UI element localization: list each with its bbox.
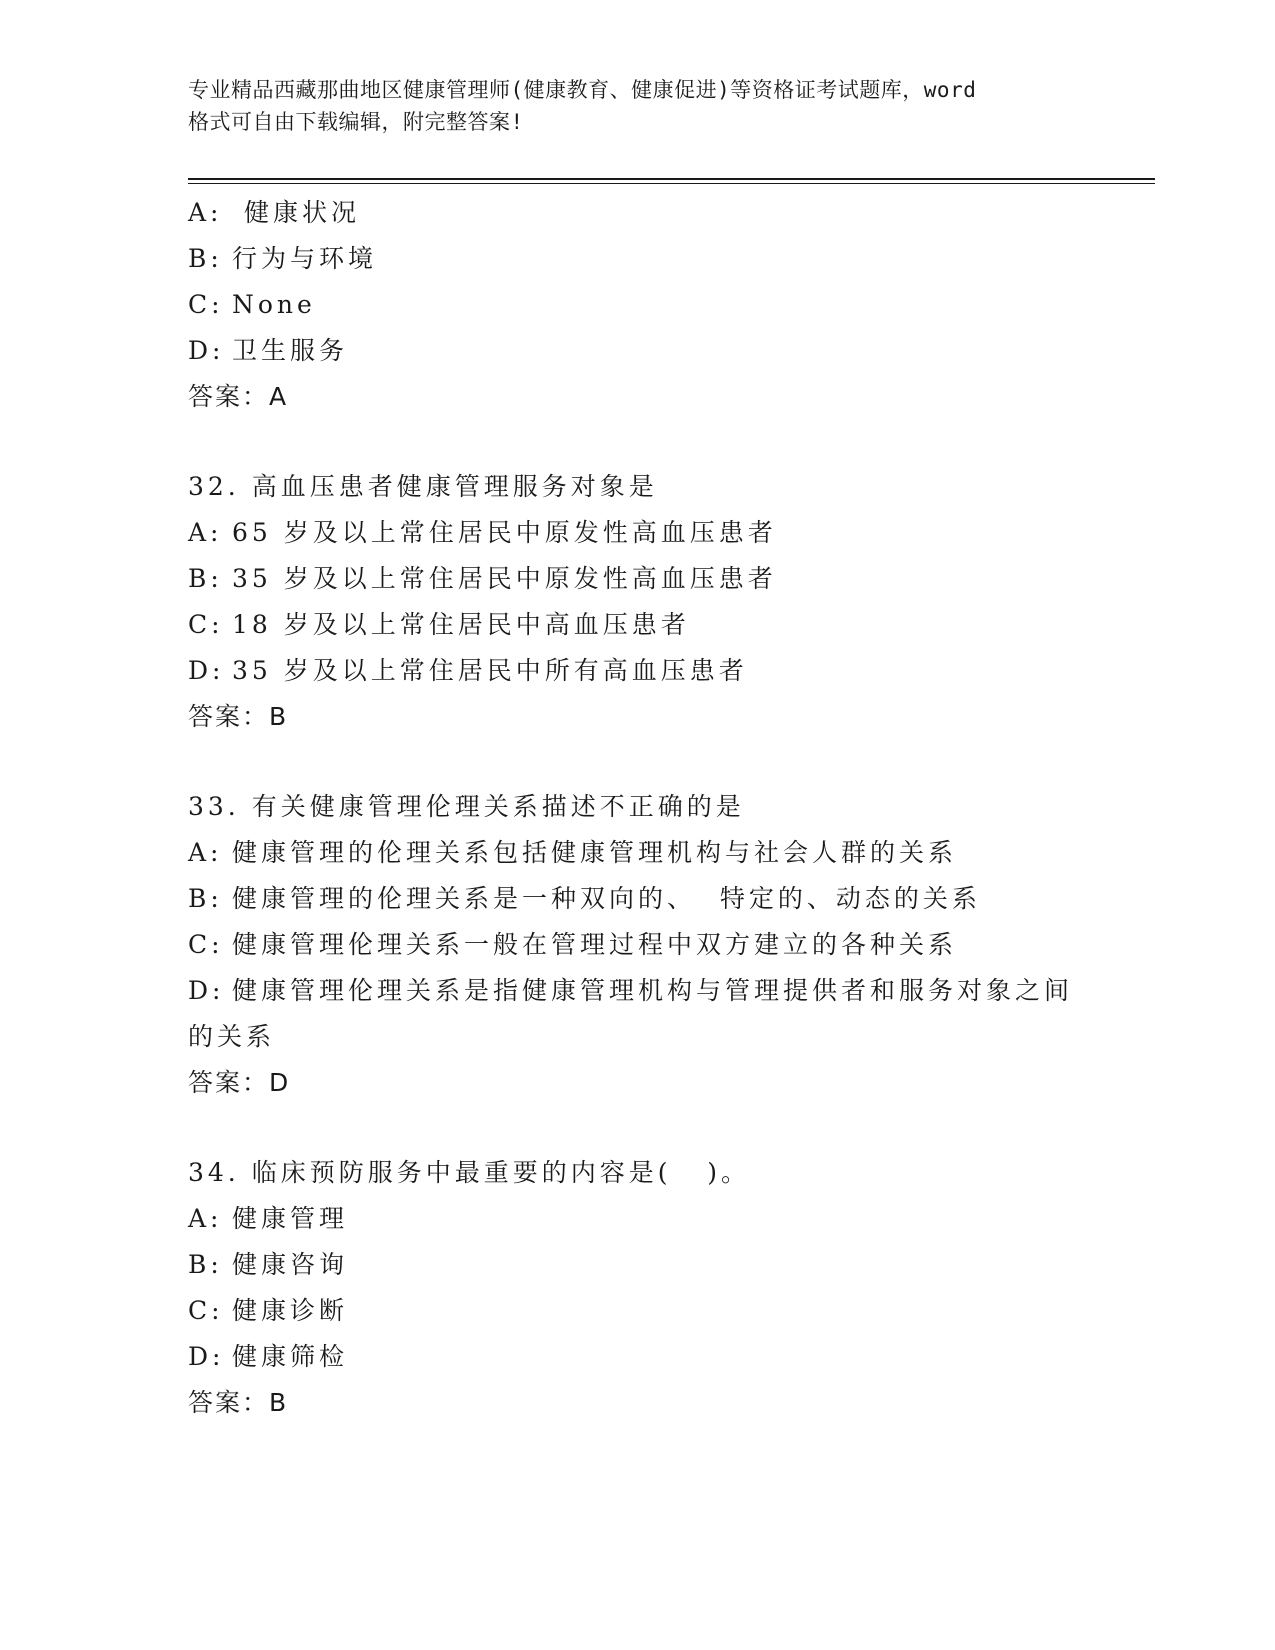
option-c: C: 健康管理伦理关系一般在管理过程中双方建立的各种关系	[188, 930, 958, 959]
answer-line: 答案：B	[188, 702, 289, 731]
option-d-continuation: 的关系	[188, 1022, 276, 1051]
option-d: D: 卫生服务	[188, 336, 349, 365]
option-d: D: 35 岁及以上常住居民中所有高血压患者	[188, 656, 748, 685]
question-stem: 33. 有关健康管理伦理关系描述不正确的是	[188, 792, 745, 821]
option-b: B: 健康管理的伦理关系是一种双向的、 特定的、动态的关系	[188, 884, 981, 913]
document-header	[188, 74, 1088, 138]
answer-line: 答案：D	[188, 1068, 291, 1097]
question-stem: 32. 高血压患者健康管理服务对象是	[188, 472, 658, 501]
header-rule-thick	[188, 178, 1155, 180]
option-c: C: 健康诊断	[188, 1296, 349, 1325]
option-a: A: 健康状况	[188, 198, 360, 227]
option-a: A: 健康管理的伦理关系包括健康管理机构与社会人群的关系	[188, 838, 958, 867]
question-stem: 34. 临床预防服务中最重要的内容是( )。	[188, 1158, 751, 1187]
header-line-2: 格式可自由下载编辑，附完整答案!	[188, 110, 524, 134]
option-b: B: 行为与环境	[188, 244, 378, 273]
header-rule-thin	[188, 183, 1155, 184]
question-block-33	[188, 784, 1148, 1106]
question-block-31	[188, 190, 1148, 420]
question-block-34	[188, 1150, 1148, 1426]
option-d: D: 健康管理伦理关系是指健康管理机构与管理提供者和服务对象之间	[188, 976, 1074, 1005]
header-line-1: 专业精品西藏那曲地区健康管理师(健康教育、健康促进)等资格证考试题库，word	[188, 78, 977, 102]
option-b: B: 健康咨询	[188, 1250, 349, 1279]
option-a: A: 健康管理	[188, 1204, 349, 1233]
answer-line: 答案：A	[188, 382, 289, 411]
option-c: C: None	[188, 290, 316, 319]
option-d: D: 健康筛检	[188, 1342, 349, 1371]
option-b: B: 35 岁及以上常住居民中原发性高血压患者	[188, 564, 777, 593]
option-a: A: 65 岁及以上常住居民中原发性高血压患者	[188, 518, 777, 547]
option-c: C: 18 岁及以上常住居民中高血压患者	[188, 610, 690, 639]
answer-line: 答案：B	[188, 1388, 289, 1417]
question-content	[188, 190, 1148, 1426]
question-block-32	[188, 464, 1148, 740]
